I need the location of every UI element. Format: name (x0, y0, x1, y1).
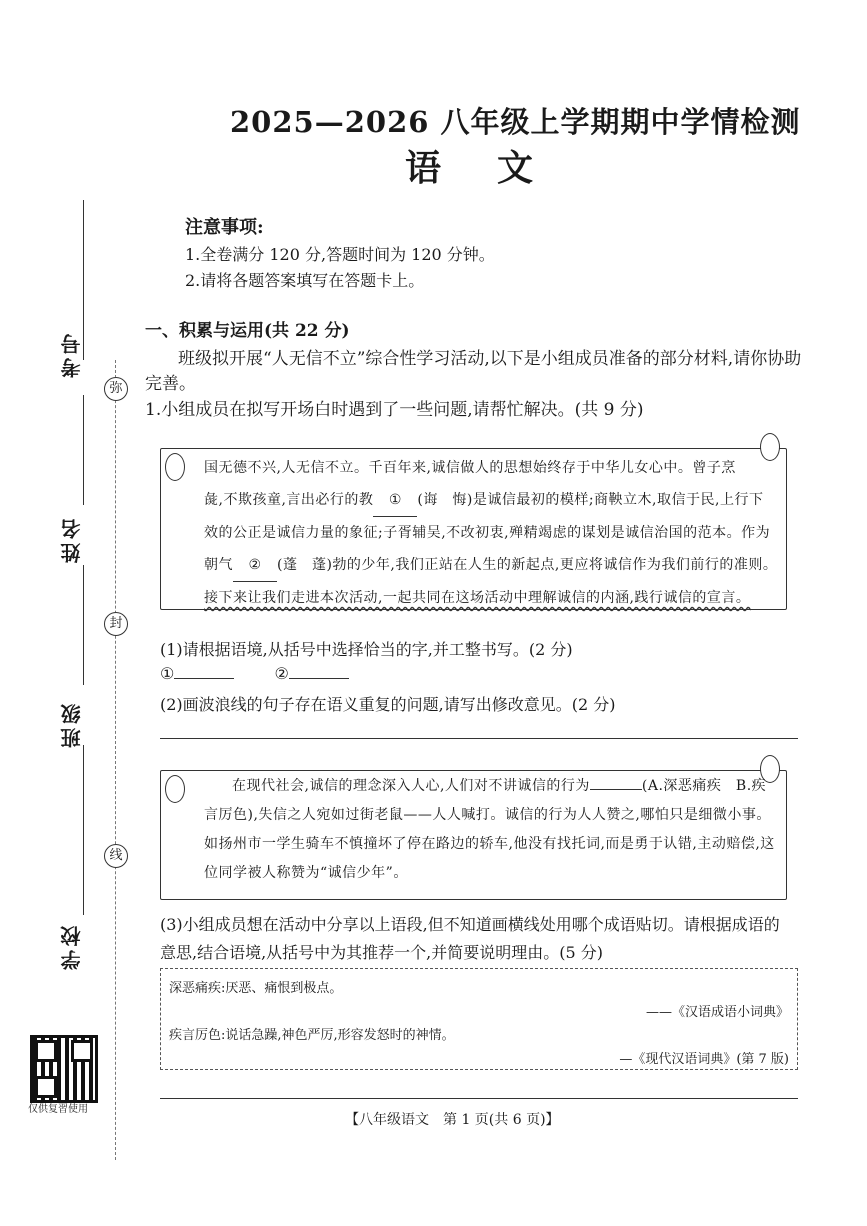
idiom-blank (590, 789, 642, 790)
blank-2 (233, 549, 277, 582)
passage-2-line: 位同学被人称赞为“诚信少年”。 (204, 865, 408, 881)
dictionary-entry-1: 深恶痛疾:厌恶、痛恨到极点。 (169, 981, 343, 996)
passage-2-line (204, 772, 767, 801)
dictionary-source-2: —《现代汉语词典》(第 7 版) (619, 1052, 789, 1067)
option-2: (蓬 蓬) (277, 557, 333, 573)
passage-1-line: 国无德不兴,人无信不立。千百年来,诚信做人的思想始终存于中华儿女心中。曾子烹 (204, 460, 736, 476)
blank-1 (373, 484, 417, 517)
passage-2-segment: 在现代社会,诚信的理念深入人心,人们对不讲诚信的行为 (232, 778, 590, 794)
notice-item-2: 2.请将各题答案填写在答题卡上。 (185, 271, 425, 290)
passage-2-segment: (A.深恶痛疾 B.疾 (641, 778, 767, 794)
passage-1-segment: 彘,不欺孩童,言出必行的教 (204, 492, 374, 508)
seal-mark-feng: 封 (104, 612, 128, 636)
question-1-2: (2)画波浪线的句子存在语义重复的问题,请写出修改意见。(2 分) (160, 695, 616, 714)
passage-1-segment: 是诚信最初的模样;商鞅立木,取信于民,上行下 (472, 492, 764, 508)
intro-line-1: 班级拟开展“人无信不立”综合性学习活动,以下是小组成员准备的部分材料,请你协助 (178, 349, 802, 369)
passage-1-line (204, 484, 764, 517)
answer-blank-row (160, 664, 349, 683)
answer-blank-1-label: ① (160, 664, 175, 683)
wavy-sentence: 接下来让我们走进本次活动,一起共同在这场活动中理解诚信的内涵,践行诚信的宣言。 (204, 590, 751, 606)
passage-1-segment: 朝气 (204, 557, 233, 573)
seal-mark-mi: 弥 (104, 377, 128, 401)
answer-blank-2[interactable] (289, 678, 349, 679)
qr-label: 仅供复習使用 (28, 1104, 88, 1115)
intro-line-2: 完善。 (145, 374, 196, 394)
answer-blank-2-label: ② (274, 664, 289, 683)
answer-blank-1[interactable] (174, 678, 234, 679)
question-1-1: (1)请根据语境,从括号中选择恰当的字,并工整书写。(2 分) (160, 640, 573, 659)
seal-mark-xian: 线 (104, 844, 128, 868)
qr-code-icon (30, 1035, 98, 1103)
class-label: 班级 (60, 700, 84, 748)
passage-1-segment: 勃的少年,我们正站在人生的新起点,更应将诚信作为我们前行的准则。 (332, 557, 778, 573)
dictionary-box (160, 968, 798, 1070)
passage-1-line: 效的公正是诚信力量的象征;子胥辅吴,不改初衷,殚精竭虑的谋划是诚信治国的范本。作为 (204, 525, 771, 541)
option-1: (诲 悔) (417, 492, 473, 508)
footer-divider (160, 1098, 798, 1099)
question-1-3-line-1: (3)小组成员想在活动中分享以上语段,但不知道画横线处用哪个成语贴切。请根据成语的 (160, 915, 780, 934)
passage-1-text (204, 452, 778, 614)
name-label: 姓名 (60, 515, 84, 563)
question-1: 1.小组成员在拟写开场白时遇到了一些问题,请帮忙解决。(共 9 分) (145, 400, 644, 420)
dictionary-source-1: ——《汉语成语小词典》 (645, 1005, 789, 1020)
passage-1-line (204, 549, 778, 582)
scroll-curl-icon (165, 775, 185, 803)
notice-heading: 注意事项: (185, 217, 264, 238)
passage-2-line: 言厉色),失信之人宛如过街老鼠——人人喊打。诚信的行为人人赞之,哪怕只是细微小事。 (204, 807, 771, 823)
passage-2-line: 如扬州市一学生骑车不慎撞坏了停在路边的轿车,他没有找托词,而是勇于认错,主动赔偿,这 (204, 836, 775, 852)
school-label: 学校 (60, 922, 84, 970)
dictionary-entry-2: 疾言厉色:说话急躁,神色严厉,形容发怒时的神情。 (169, 1028, 455, 1043)
answer-line[interactable] (160, 738, 798, 739)
binding-dash (115, 360, 116, 1160)
blank-1-mark: ① (388, 492, 402, 508)
binding-line-class (83, 745, 84, 915)
passage-2-text (204, 772, 775, 888)
exam-number-label: 考号 (60, 330, 84, 378)
notice-item-1: 1.全卷满分 120 分,答题时间为 120 分钟。 (185, 245, 495, 264)
page-footer: 【八年级语文 第 1 页(共 6 页)】 (345, 1112, 560, 1128)
exam-title: 2025—2026 八年级上学期期中学情检测 (230, 105, 801, 139)
scroll-curl-icon (165, 453, 185, 481)
subject-title: 语文 (405, 147, 590, 189)
question-1-3-line-2: 意思,结合语境,从括号中为其推荐一个,并简要说明理由。(5 分) (160, 943, 604, 962)
section-heading: 一、积累与运用(共 22 分) (145, 321, 350, 341)
binding-line-mid (83, 565, 84, 685)
blank-2-mark: ② (248, 557, 262, 573)
binding-line-name (83, 395, 84, 505)
